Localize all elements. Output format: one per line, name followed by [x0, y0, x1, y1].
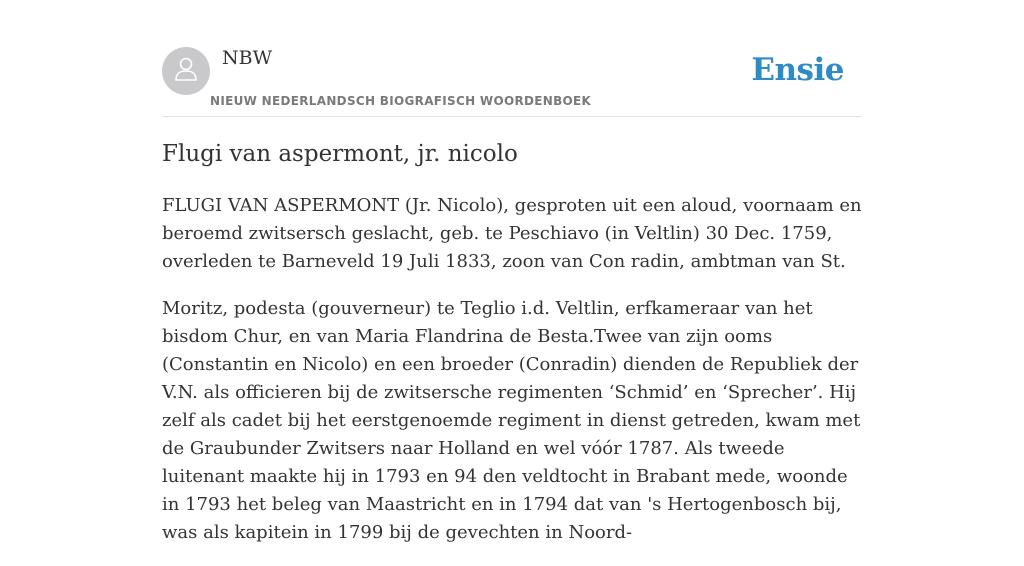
source-name[interactable]: NBW [222, 47, 273, 69]
person-silhouette-icon [171, 54, 201, 89]
article-title: Flugi van aspermont, jr. nicolo [162, 141, 518, 167]
article-paragraph: FLUGI VAN ASPERMONT (Jr. Nicolo), gesproten uit een aloud, voornaam en beroemd zwitsersch geslacht, geb. te Peschiavo (in Veltlin) 30 Dec. 1759, overleden te Barneveld 19 Juli 1833, zoon van Con radin, ambtman van St. [162, 195, 862, 272]
source-subtitle: NIEUW NEDERLANDSCH BIOGRAFISCH WOORDENBOEK [210, 94, 592, 108]
article-paragraph: Moritz, podesta (gouverneur) te Teglio i.d. Veltlin, erfkameraar van het bisdom Chur, en van Maria Flandrina de Besta.Twee van zijn ooms (Constantin en Nicolo) en een broeder (Conradin) dienden de Republiek der V.N. als officieren bij de zwitsersche regimenten ‘Schmid’ en ‘Sprecher’. Hij zelf als cadet bij het eerstgenoemde regiment in dienst getreden, kwam met de Graubunder Zwitsers naar Holland en wel vóór 1787. Als tweede luitenant maakte hij in 1793 en 94 den veldtocht in Brabant mede, woonde in 1793 het beleg van Maastricht en in 1794 dat van 's Hertogenbosch bij, was als kapitein in 1799 bij de gevechten in Noord- [162, 298, 861, 543]
brand-logo[interactable]: Ensie [751, 52, 844, 88]
source-avatar[interactable] [162, 47, 210, 95]
source-header [162, 44, 862, 117]
article-body [162, 192, 862, 566]
